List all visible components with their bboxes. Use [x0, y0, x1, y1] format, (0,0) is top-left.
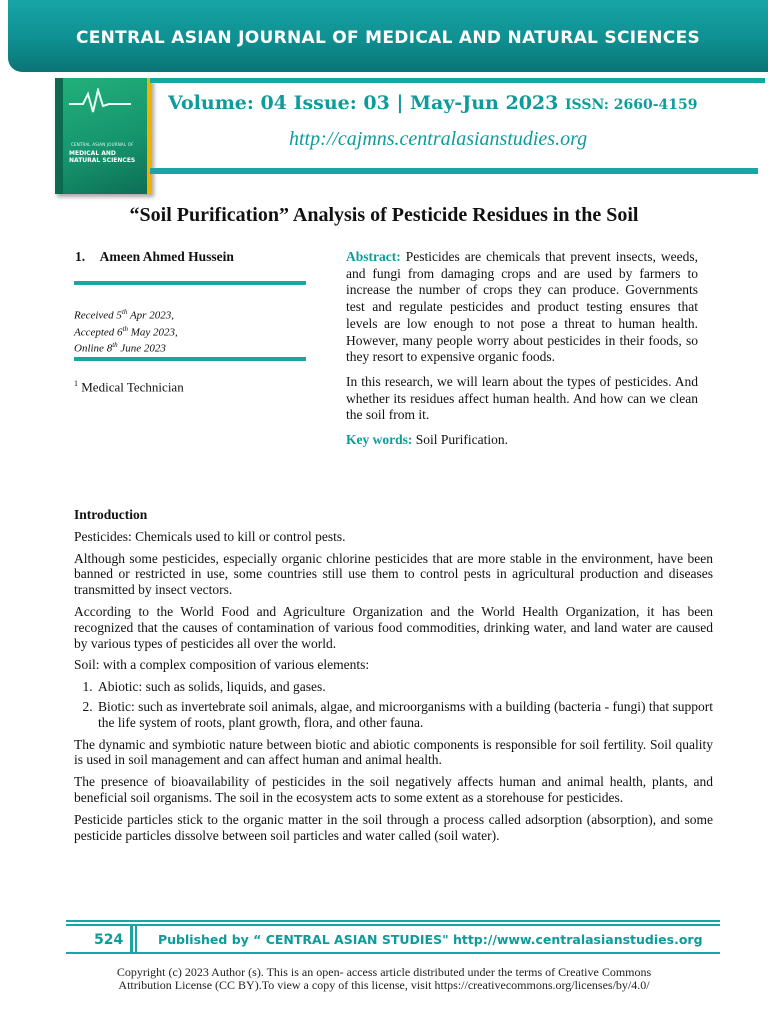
abstract-paragraph-1: Abstract: Pesticides are chemicals that prevent insects, weeds, and fungi from damaging crops and are used by farmers to increase the number of crops they can produce. Governments test and regulate pesticides and product testing ensures that levels are low enough to not pose a threat to human health. However, many people worry about pesticides in their foods, so they resort to expensive organic foods.: [346, 249, 698, 365]
header-rule-bottom: [150, 168, 758, 174]
dates-divider: [74, 357, 306, 361]
author-divider: [74, 281, 306, 285]
body-paragraph: Pesticides: Chemicals used to kill or control pests.: [74, 528, 346, 544]
abstract: [346, 249, 698, 457]
copyright-line: Copyright (c) 2023 Author (s). This is an open- access article distributed under the terms of Creative Commons: [116, 965, 652, 979]
cover-subtitle: CENTRAL ASIAN JOURNAL OF: [71, 142, 134, 147]
abstract-paragraph-2: In this research, we will learn about the types of pesticides. And whether its residues affect human health. And how can we clean the soil from it.: [346, 373, 698, 423]
affiliation: [74, 379, 184, 395]
header-rule-top: [150, 78, 765, 83]
affiliation-marker: 1: [74, 379, 78, 388]
body-paragraph: The dynamic and symbiotic nature between biotic and abiotic components is responsible for soil fertility. Soil quality is used in soil management and can affect human and animal health.: [74, 736, 713, 768]
body-paragraph: The presence of bioavailability of pesticides in the soil negatively affects human and animal health, plants, and beneficial soil organisms. The soil in the ecosystem acts to some extent as a storehouse for pesticides.: [74, 774, 713, 805]
author-name: Ameen Ahmed Hussein: [99, 249, 234, 264]
body-paragraph: Although some pesticides, especially organic chlorine pesticides that are more stable in the environment, have been banned or restricted in use, some countries still use them to control pests in agricultural production and diseases transmitted by insect vectors.: [74, 550, 713, 598]
list-item: 2. Biotic: such as invertebrate soil animals, algae, and microorganisms with a building (bacteria - fungi) that support the life system of roots, plant growth, flora, and other fauna.: [96, 699, 713, 731]
article-dates: [74, 306, 178, 356]
abstract-label: Abstract:: [346, 249, 401, 264]
cover-spine: [55, 78, 63, 194]
license-line[interactable]: Attribution License (CC BY).To view a copy of this license, visit https://creativecommons.org/licenses/by/4.0/: [118, 978, 650, 992]
volume-issue: [168, 92, 698, 114]
author-number: 1.: [75, 249, 86, 264]
accepted-date: Accepted 6th May 2023,: [74, 324, 178, 339]
author: [75, 249, 234, 265]
issn-text: ISSN: 2660-4159: [564, 97, 698, 113]
section-heading: Introduction: [74, 507, 148, 522]
footer-separator: [130, 926, 133, 954]
page-number: 524: [94, 932, 124, 948]
cover-title: MEDICAL AND NATURAL SCIENCES: [69, 150, 136, 164]
journal-url-link[interactable]: http://cajmns.centralasianstudies.org: [289, 128, 588, 150]
body-paragraph: Soil: with a complex composition of various elements:: [74, 657, 370, 673]
keywords: Key words: Soil Purification.: [346, 432, 508, 448]
volume-text: Volume: 04 Issue: 03 | May-Jun 2023: [168, 92, 559, 114]
soil-elements-list: [74, 679, 713, 730]
heartbeat-icon: [69, 88, 131, 114]
body-paragraph: According to the World Food and Agriculture Organization and the World Health Organization, it has been recognized that the causes of contamination of various food commodities, drinking water, and land water are caused by various types of pesticides all over the world.: [74, 603, 713, 651]
received-date: Received 5th Apr 2023,: [74, 308, 174, 322]
footer-rule: [66, 920, 720, 922]
journal-title: CENTRAL ASIAN JOURNAL OF MEDICAL AND NATURAL SCIENCES: [75, 28, 701, 48]
paper-title: “Soil Purification” Analysis of Pesticide Residues in the Soil: [129, 204, 639, 226]
journal-banner: [8, 0, 768, 72]
affiliation-text: Medical Technician: [78, 379, 184, 395]
article-body: [74, 507, 713, 849]
body-paragraph: Pesticide particles stick to the organic matter in the soil through a process called adsorption (absorption), and some pesticide particles dissolve between soil particles and water called (soil water).: [74, 811, 713, 843]
footer-rule: [66, 924, 720, 926]
keywords-label: Key words:: [346, 432, 413, 448]
journal-cover-image: [55, 78, 152, 194]
copyright-notice: [0, 966, 768, 992]
footer-separator: [135, 926, 137, 954]
online-date: Online 8th June 2023: [74, 341, 166, 355]
publisher-link[interactable]: Published by “ CENTRAL ASIAN STUDIES" http://www.centralasianstudies.org: [158, 932, 703, 947]
list-item: 1. Abiotic: such as solids, liquids, and gases.: [96, 679, 713, 695]
footer-rule: [66, 952, 720, 954]
